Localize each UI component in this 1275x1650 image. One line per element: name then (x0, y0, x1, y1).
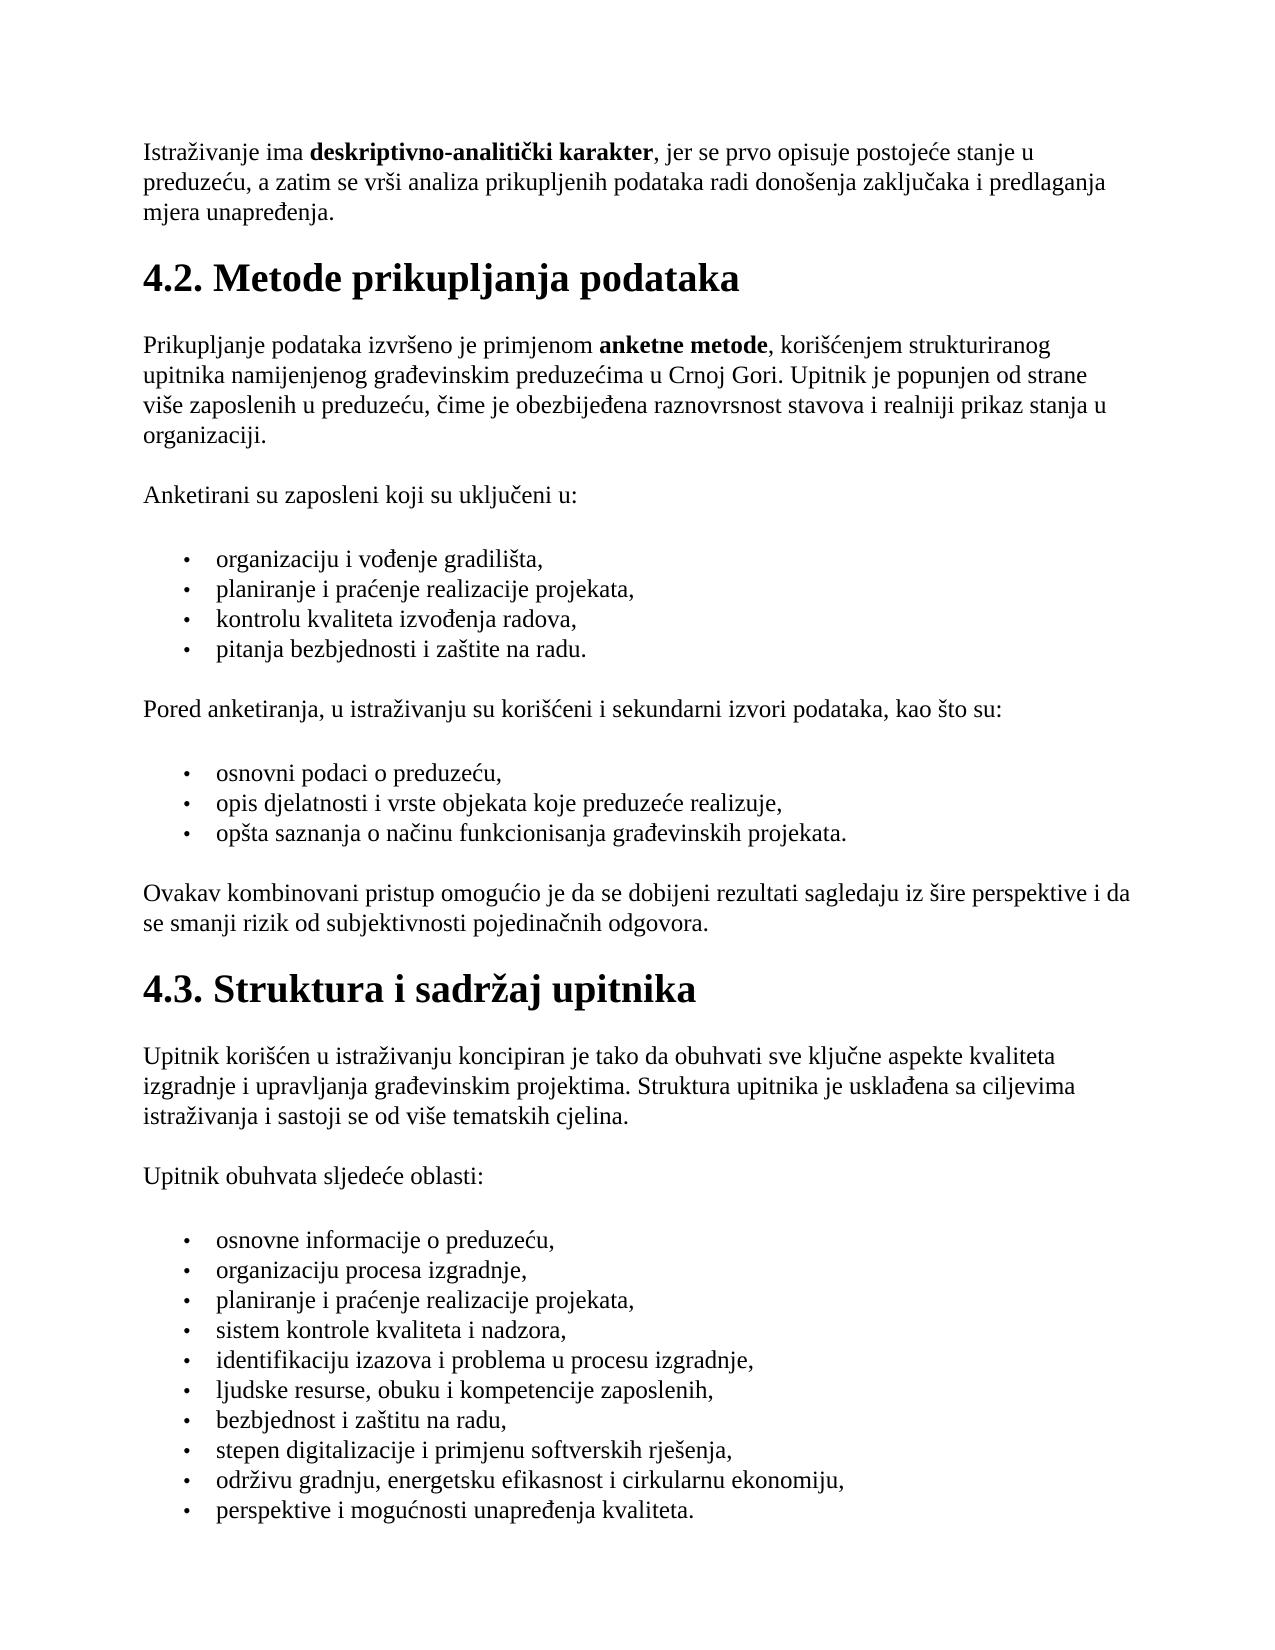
paragraph-questionnaire-design: Upitnik korišćen u istraživanju koncipiran je tako da obuhvati sve ključne aspekte kvaliteta izgradnje i upravljanja građevinskim projektima. Struktura upitnika je usklađena sa ciljevima istraživanja i sastoji se od više tematskih cjelina. (143, 1043, 1076, 1130)
bullet-icon: • (183, 821, 191, 846)
bullet-icon: • (183, 1258, 191, 1283)
paragraph-data-collection-pre: Prikupljanje podataka izvršeno je primjenom (143, 332, 600, 359)
paragraph-data-collection-post: , korišćenjem strukturiranog upitnika namijenjenog građevinskim preduzećima u Crnoj Gori. Upitnik je popunjen od strane više zaposlenih u preduzeću, čime je obezbijeđena raznovrsnost stavova i realniji prikaz stanja u organizaciji. (143, 332, 1107, 449)
bullet-icon: • (183, 791, 191, 816)
list-item (143, 575, 1133, 605)
list-item-text: opis djelatnosti i vrste objekata koje preduzeće realizuje, (216, 790, 783, 817)
paragraph-survey-intro: Anketirani su zaposleni koji su uključeni u: (143, 482, 578, 509)
bullet-icon: • (183, 1318, 191, 1343)
bullet-icon: • (183, 1378, 191, 1403)
list-item (143, 545, 1133, 575)
paragraph-intro (143, 138, 1133, 228)
list-item-text: kontrolu kvaliteta izvođenja radova, (216, 606, 577, 633)
list-item (143, 789, 1133, 819)
bullet-icon: • (183, 761, 191, 786)
bullet-icon: • (183, 637, 191, 662)
list-item-text: perspektive i mogućnosti unapređenja kvaliteta. (216, 1497, 695, 1524)
list-item-text: identifikaciju izazova i problema u procesu izgradnje, (216, 1347, 754, 1374)
list-item-text: osnovni podaci o preduzeću, (216, 760, 503, 787)
list-item-text: osnovne informacije o preduzeću, (216, 1227, 555, 1254)
list-item-text: planiranje i praćenje realizacije projekata, (216, 1287, 635, 1314)
list-item-text: pitanja bezbjednosti i zaštite na radu. (216, 636, 587, 663)
list-item-text: organizaciju procesa izgradnje, (216, 1257, 528, 1284)
list-item-text: organizaciju i vođenje gradilišta, (216, 546, 544, 573)
paragraph-intro-pre: Istraživanje ima (143, 139, 310, 166)
list-item (143, 1376, 1133, 1406)
heading-4-2: 4.2. Metode prikupljanja podataka (143, 255, 740, 300)
list-survey-areas (143, 545, 1133, 665)
list-item (143, 1466, 1133, 1496)
heading-4-3: 4.3. Struktura i sadržaj upitnika (143, 966, 697, 1011)
paragraph-questionnaire-areas-intro: Upitnik obuhvata sljedeće oblasti: (143, 1163, 484, 1190)
paragraph-data-collection (143, 331, 1133, 451)
bullet-icon: • (183, 1288, 191, 1313)
list-questionnaire-areas (143, 1226, 1133, 1526)
bold-text-anketne-metode: anketne metode (599, 332, 768, 359)
bullet-icon: • (183, 547, 191, 572)
list-item (143, 1496, 1133, 1526)
list-item (143, 1256, 1133, 1286)
list-item (143, 1346, 1133, 1376)
list-item-text: opšta saznanja o načinu funkcionisanja građevinskih projekata. (216, 820, 848, 847)
list-item-text: ljudske resurse, obuku i kompetencije zaposlenih, (216, 1377, 714, 1404)
list-item (143, 1286, 1133, 1316)
list-item (143, 1436, 1133, 1466)
bullet-icon: • (183, 1468, 191, 1493)
bullet-icon: • (183, 1408, 191, 1433)
list-item (143, 759, 1133, 789)
paragraph-secondary-sources: Pored anketiranja, u istraživanju su korišćeni i sekundarni izvori podataka, kao što su: (143, 696, 1003, 723)
bullet-icon: • (183, 607, 191, 632)
list-item-text: stepen digitalizacije i primjenu softverskih rješenja, (216, 1437, 733, 1464)
paragraph-intro-post: , jer se prvo opisuje postojeće stanje u preduzeću, a zatim se vrši analiza prikupljenih podataka radi donošenja zaključaka i predlaganja mjera unapređenja. (143, 139, 1106, 226)
list-item-text: bezbjednost i zaštitu na radu, (216, 1407, 507, 1434)
list-item-text: planiranje i praćenje realizacije projekata, (216, 576, 635, 603)
list-item (143, 1406, 1133, 1436)
bullet-icon: • (183, 1348, 191, 1373)
paragraph-combined-approach: Ovakav kombinovani pristup omogućio je da se dobijeni rezultati sagledaju iz šire perspektive i da se smanji rizik od subjektivnosti pojedinačnih odgovora. (143, 880, 1131, 937)
bullet-icon: • (183, 1228, 191, 1253)
bullet-icon: • (183, 1438, 191, 1463)
list-item (143, 635, 1133, 665)
list-item (143, 819, 1133, 849)
bullet-icon: • (183, 577, 191, 602)
list-item-text: sistem kontrole kvaliteta i nadzora, (216, 1317, 567, 1344)
list-item (143, 1226, 1133, 1256)
bullet-icon: • (183, 1498, 191, 1523)
list-item (143, 1316, 1133, 1346)
list-secondary-sources (143, 759, 1133, 849)
list-item (143, 605, 1133, 635)
list-item-text: održivu gradnju, energetsku efikasnost i cirkularnu ekonomiju, (216, 1467, 845, 1494)
bold-text-deskriptivno: deskriptivno-analitički karakter (309, 139, 654, 166)
